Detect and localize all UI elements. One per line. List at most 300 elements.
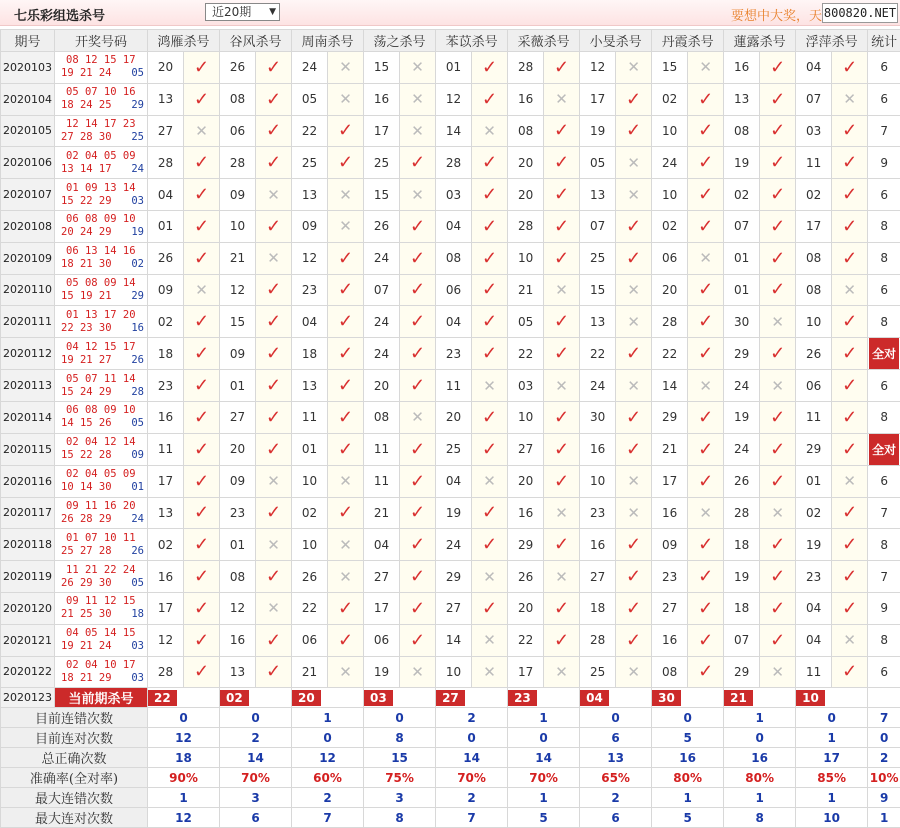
check-icon: ✓ (194, 248, 209, 269)
cross-icon: ✕ (339, 186, 352, 204)
result-mark-cell (544, 433, 580, 465)
kill-number-cell: 04 (796, 52, 832, 84)
current-kill-badge: 23 (508, 690, 537, 706)
result-mark-cell (616, 624, 652, 656)
kill-number-cell: 01 (724, 242, 760, 274)
result-mark-cell (760, 338, 796, 370)
draw-numbers-cell (55, 115, 148, 147)
kill-number-cell: 22 (580, 338, 616, 370)
result-mark-cell (544, 115, 580, 147)
period-cell: 2020119 (1, 561, 55, 593)
kill-number-cell: 14 (652, 370, 688, 402)
header-row (1, 30, 900, 52)
check-icon: ✓ (482, 89, 497, 110)
cross-icon: ✕ (555, 568, 568, 586)
cross-icon: ✕ (771, 377, 784, 395)
column-header: 谷风杀号 (220, 30, 292, 52)
result-mark-cell (688, 561, 724, 593)
result-mark-cell (832, 115, 868, 147)
draw-red-line2: 15 19 21 29 (61, 290, 147, 303)
cross-icon: ✕ (627, 58, 640, 76)
period-cell: 2020107 (1, 179, 55, 211)
summary-value: 2 (436, 788, 508, 808)
kill-number-cell: 04 (436, 306, 472, 338)
draw-red-line1: 05 07 11 14 (61, 373, 147, 386)
kill-number-cell: 23 (796, 561, 832, 593)
check-icon: ✓ (194, 598, 209, 619)
result-mark-cell (832, 592, 868, 624)
result-mark-cell (400, 83, 436, 115)
check-icon: ✓ (482, 279, 497, 300)
kill-number-cell: 19 (724, 561, 760, 593)
result-mark-cell (328, 274, 364, 306)
draw-red-line1: 01 13 17 20 (61, 309, 147, 322)
draw-numbers-cell (55, 338, 148, 370)
result-mark-cell (400, 210, 436, 242)
draw-numbers-cell (55, 83, 148, 115)
kill-number-cell: 29 (724, 338, 760, 370)
kill-number-cell: 10 (796, 306, 832, 338)
summary-value: 2 (868, 748, 900, 768)
check-icon: ✓ (770, 471, 785, 492)
result-mark-cell (472, 561, 508, 593)
result-mark-cell (256, 624, 292, 656)
cross-icon: ✕ (267, 186, 280, 204)
table-row (1, 529, 900, 561)
result-mark-cell (616, 338, 652, 370)
kill-number-cell: 16 (220, 624, 256, 656)
kill-number-cell: 29 (508, 529, 544, 561)
check-icon: ✓ (698, 184, 713, 205)
result-mark-cell (184, 592, 220, 624)
kill-number-cell: 20 (508, 465, 544, 497)
summary-value: 10% (868, 768, 900, 788)
kill-number-cell: 23 (580, 497, 616, 529)
kill-number-cell: 13 (580, 179, 616, 211)
summary-value: 1 (796, 788, 868, 808)
draw-red-line2: 18 21 30 02 (61, 258, 147, 271)
current-kill-cell (724, 688, 796, 708)
check-icon: ✓ (842, 184, 857, 205)
summary-value: 12 (148, 808, 220, 828)
current-kill-badge: 04 (580, 690, 609, 706)
kill-number-cell: 10 (580, 465, 616, 497)
result-mark-cell (688, 338, 724, 370)
kill-number-cell: 24 (364, 242, 400, 274)
draw-numbers-cell (55, 433, 148, 465)
check-icon: ✓ (338, 343, 353, 364)
check-icon: ✓ (194, 471, 209, 492)
summary-value: 90% (148, 768, 220, 788)
column-header: 荡之杀号 (364, 30, 436, 52)
kill-number-cell: 29 (724, 656, 760, 688)
kill-number-cell: 14 (436, 624, 472, 656)
draw-red-line1: 06 13 14 16 (61, 245, 147, 258)
kill-number-cell: 09 (220, 338, 256, 370)
kill-number-cell: 13 (292, 370, 328, 402)
kill-number-cell: 05 (580, 147, 616, 179)
period-cell: 2020123 (1, 688, 55, 708)
check-icon: ✓ (842, 661, 857, 682)
result-mark-cell (472, 433, 508, 465)
cross-icon: ✕ (339, 217, 352, 235)
kill-number-cell: 27 (148, 115, 184, 147)
kill-number-cell: 20 (436, 401, 472, 433)
draw-red-line2: 19 21 24 03 (61, 640, 147, 653)
check-icon: ✓ (410, 566, 425, 587)
result-mark-cell (472, 274, 508, 306)
draw-red-line2: 15 22 29 03 (61, 195, 147, 208)
result-mark-cell (832, 338, 868, 370)
current-kill-cell (292, 688, 364, 708)
kill-number-cell: 08 (436, 242, 472, 274)
kill-number-cell: 03 (508, 370, 544, 402)
kill-number-cell: 08 (220, 83, 256, 115)
result-mark-cell (256, 179, 292, 211)
result-mark-cell (688, 210, 724, 242)
result-mark-cell (184, 624, 220, 656)
result-mark-cell (184, 147, 220, 179)
row-stat-cell: 9 (868, 592, 900, 624)
cross-icon: ✕ (411, 122, 424, 140)
result-mark-cell (184, 274, 220, 306)
draw-red-line2: 19 21 24 05 (61, 67, 147, 80)
kill-number-cell: 26 (508, 561, 544, 593)
check-icon: ✓ (698, 279, 713, 300)
summary-value: 10 (796, 808, 868, 828)
summary-label: 目前连对次数 (1, 728, 148, 748)
check-icon: ✓ (770, 534, 785, 555)
summary-value: 9 (868, 788, 900, 808)
result-mark-cell (544, 592, 580, 624)
kill-number-cell: 08 (220, 561, 256, 593)
table-row (1, 338, 900, 370)
site-badge[interactable]: 800820.NET (822, 3, 898, 23)
kill-number-cell: 23 (652, 561, 688, 593)
table-row (1, 465, 900, 497)
check-icon: ✓ (698, 471, 713, 492)
kill-number-cell: 25 (436, 433, 472, 465)
check-icon: ✓ (842, 375, 857, 396)
result-mark-cell (760, 52, 796, 84)
result-mark-cell (400, 370, 436, 402)
kill-number-cell: 19 (580, 115, 616, 147)
result-mark-cell (688, 370, 724, 402)
kill-number-cell: 24 (580, 370, 616, 402)
result-mark-cell (544, 497, 580, 529)
check-icon: ✓ (770, 152, 785, 173)
cross-icon: ✕ (843, 281, 856, 299)
kill-number-cell: 04 (796, 592, 832, 624)
kill-number-cell: 27 (436, 592, 472, 624)
result-mark-cell (832, 83, 868, 115)
draw-numbers-cell (55, 210, 148, 242)
kill-number-cell: 11 (436, 370, 472, 402)
summary-value: 2 (292, 788, 364, 808)
result-mark-cell (760, 274, 796, 306)
table-row (1, 210, 900, 242)
result-mark-cell (688, 52, 724, 84)
kill-number-cell: 21 (292, 656, 328, 688)
draw-red-line1: 11 21 22 24 (61, 564, 147, 577)
result-mark-cell (616, 210, 652, 242)
kill-number-cell: 07 (724, 210, 760, 242)
summary-value: 0 (724, 728, 796, 748)
check-icon: ✓ (338, 630, 353, 651)
check-icon: ✓ (482, 598, 497, 619)
kill-number-cell: 27 (508, 433, 544, 465)
kill-number-cell: 11 (796, 401, 832, 433)
row-stat-cell: 6 (868, 274, 900, 306)
draw-special-number: 24 (131, 513, 144, 526)
table-row (1, 179, 900, 211)
column-header: 丹霞杀号 (652, 30, 724, 52)
summary-value: 16 (652, 748, 724, 768)
result-mark-cell (760, 370, 796, 402)
draw-red-line2: 25 27 28 26 (61, 545, 147, 558)
kill-number-cell: 03 (436, 179, 472, 211)
period-cell: 2020106 (1, 147, 55, 179)
table-row (1, 306, 900, 338)
check-icon: ✓ (554, 534, 569, 555)
check-icon: ✓ (842, 120, 857, 141)
cross-icon: ✕ (411, 186, 424, 204)
column-header: 统计 (868, 30, 900, 52)
check-icon: ✓ (626, 630, 641, 651)
summary-value: 8 (364, 808, 436, 828)
kill-number-cell: 16 (580, 433, 616, 465)
kill-number-cell: 30 (724, 306, 760, 338)
row-stat-cell: 7 (868, 561, 900, 593)
check-icon: ✓ (842, 502, 857, 523)
summary-value: 2 (436, 708, 508, 728)
check-icon: ✓ (698, 152, 713, 173)
result-mark-cell (184, 83, 220, 115)
draw-numbers-cell (55, 529, 148, 561)
result-mark-cell (184, 561, 220, 593)
kill-number-cell: 26 (364, 210, 400, 242)
result-mark-cell (760, 497, 796, 529)
check-icon: ✓ (626, 248, 641, 269)
summary-row (1, 808, 900, 828)
check-icon: ✓ (338, 279, 353, 300)
draw-red-line2: 19 21 27 26 (61, 354, 147, 367)
check-icon: ✓ (266, 407, 281, 428)
draw-numbers-cell (55, 656, 148, 688)
kill-number-cell: 16 (148, 401, 184, 433)
result-mark-cell (832, 306, 868, 338)
column-header: 鸿雁杀号 (148, 30, 220, 52)
draw-numbers-cell (55, 592, 148, 624)
check-icon: ✓ (482, 152, 497, 173)
all-correct-badge: 全对 (869, 434, 899, 465)
kill-number-cell: 20 (364, 370, 400, 402)
table-row (1, 274, 900, 306)
draw-red-line1: 01 09 13 14 (61, 182, 147, 195)
result-mark-cell (328, 656, 364, 688)
kill-number-cell: 25 (292, 147, 328, 179)
check-icon: ✓ (266, 343, 281, 364)
result-mark-cell (688, 115, 724, 147)
summary-value: 75% (364, 768, 436, 788)
result-mark-cell (616, 179, 652, 211)
kill-number-cell: 24 (652, 147, 688, 179)
kill-number-cell: 06 (292, 624, 328, 656)
kill-number-cell: 21 (652, 433, 688, 465)
draw-numbers-cell (55, 370, 148, 402)
check-icon: ✓ (266, 661, 281, 682)
check-icon: ✓ (410, 598, 425, 619)
summary-label: 准确率(全对率) (1, 768, 148, 788)
current-kill-cell (364, 688, 436, 708)
result-mark-cell (832, 52, 868, 84)
check-icon: ✓ (770, 566, 785, 587)
kill-number-cell: 17 (364, 592, 400, 624)
kill-number-cell: 26 (292, 561, 328, 593)
result-mark-cell (328, 497, 364, 529)
check-icon: ✓ (410, 311, 425, 332)
check-icon: ✓ (698, 89, 713, 110)
result-mark-cell (760, 656, 796, 688)
check-icon: ✓ (410, 279, 425, 300)
result-mark-cell (328, 561, 364, 593)
kill-number-cell: 17 (364, 115, 400, 147)
check-icon: ✓ (554, 439, 569, 460)
result-mark-cell (184, 370, 220, 402)
kill-number-cell: 28 (436, 147, 472, 179)
result-mark-cell (256, 147, 292, 179)
kill-number-cell: 23 (220, 497, 256, 529)
check-icon: ✓ (194, 630, 209, 651)
kill-number-cell: 16 (148, 561, 184, 593)
kill-number-cell: 11 (292, 401, 328, 433)
summary-value: 80% (724, 768, 796, 788)
result-mark-cell (400, 306, 436, 338)
check-icon: ✓ (626, 534, 641, 555)
cross-icon: ✕ (339, 58, 352, 76)
summary-value: 5 (652, 808, 724, 828)
cross-icon: ✕ (771, 504, 784, 522)
column-header: 小旻杀号 (580, 30, 652, 52)
result-mark-cell (472, 401, 508, 433)
summary-value: 16 (724, 748, 796, 768)
cross-icon: ✕ (555, 90, 568, 108)
kill-number-cell: 20 (508, 592, 544, 624)
result-mark-cell (472, 370, 508, 402)
summary-row (1, 788, 900, 808)
current-kill-badge: 20 (292, 690, 321, 706)
kill-number-cell: 17 (796, 210, 832, 242)
result-mark-cell (760, 83, 796, 115)
kill-number-cell: 08 (364, 401, 400, 433)
check-icon: ✓ (626, 89, 641, 110)
summary-value: 1 (868, 808, 900, 828)
summary-value: 60% (292, 768, 364, 788)
row-stat-cell: 8 (868, 210, 900, 242)
check-icon: ✓ (338, 598, 353, 619)
result-mark-cell (760, 306, 796, 338)
check-icon: ✓ (698, 343, 713, 364)
kill-number-cell: 10 (292, 465, 328, 497)
result-mark-cell (328, 147, 364, 179)
period-cell: 2020120 (1, 592, 55, 624)
check-icon: ✓ (410, 534, 425, 555)
check-icon: ✓ (770, 89, 785, 110)
check-icon: ✓ (266, 216, 281, 237)
result-mark-cell (472, 83, 508, 115)
result-mark-cell (688, 274, 724, 306)
cross-icon: ✕ (699, 249, 712, 267)
result-mark-cell (184, 497, 220, 529)
kill-number-cell: 22 (508, 338, 544, 370)
table-row (1, 656, 900, 688)
summary-value: 85% (796, 768, 868, 788)
summary-value: 1 (148, 788, 220, 808)
result-mark-cell (832, 401, 868, 433)
kill-number-cell: 09 (220, 179, 256, 211)
draw-red-line1: 02 04 10 17 (61, 659, 147, 672)
kill-number-cell: 24 (724, 433, 760, 465)
check-icon: ✓ (482, 216, 497, 237)
kill-number-cell: 23 (292, 274, 328, 306)
summary-value: 15 (364, 748, 436, 768)
kill-number-cell: 28 (724, 497, 760, 529)
result-mark-cell (616, 433, 652, 465)
summary-value: 5 (508, 808, 580, 828)
result-mark-cell (832, 561, 868, 593)
result-mark-cell (688, 465, 724, 497)
draw-red-line1: 04 05 14 15 (61, 627, 147, 640)
result-mark-cell (328, 338, 364, 370)
current-kill-badge: 10 (796, 690, 825, 706)
check-icon: ✓ (626, 439, 641, 460)
kill-number-cell: 22 (292, 115, 328, 147)
result-mark-cell (688, 242, 724, 274)
result-mark-cell (256, 274, 292, 306)
summary-value: 7 (292, 808, 364, 828)
result-mark-cell (256, 465, 292, 497)
period-range-select[interactable] (205, 3, 280, 21)
result-mark-cell (760, 147, 796, 179)
draw-numbers-cell (55, 465, 148, 497)
draw-red-line2: 26 28 29 24 (61, 513, 147, 526)
check-icon: ✓ (194, 343, 209, 364)
result-mark-cell (832, 210, 868, 242)
result-mark-cell (184, 338, 220, 370)
kill-number-cell: 28 (220, 147, 256, 179)
result-mark-cell (616, 147, 652, 179)
summary-label: 最大连错次数 (1, 788, 148, 808)
check-icon: ✓ (338, 502, 353, 523)
kill-number-cell: 04 (436, 210, 472, 242)
summary-value: 70% (220, 768, 292, 788)
draw-special-number: 02 (131, 258, 144, 271)
result-mark-cell (256, 83, 292, 115)
cross-icon: ✕ (699, 377, 712, 395)
kill-number-cell: 26 (220, 52, 256, 84)
kill-number-cell: 01 (724, 274, 760, 306)
cross-icon: ✕ (339, 472, 352, 490)
result-mark-cell (184, 306, 220, 338)
summary-value: 0 (436, 728, 508, 748)
check-icon: ✓ (698, 311, 713, 332)
cross-icon: ✕ (267, 536, 280, 554)
result-mark-cell (328, 433, 364, 465)
result-mark-cell (544, 561, 580, 593)
result-mark-cell (544, 210, 580, 242)
kill-number-cell: 27 (364, 561, 400, 593)
period-cell: 2020108 (1, 210, 55, 242)
